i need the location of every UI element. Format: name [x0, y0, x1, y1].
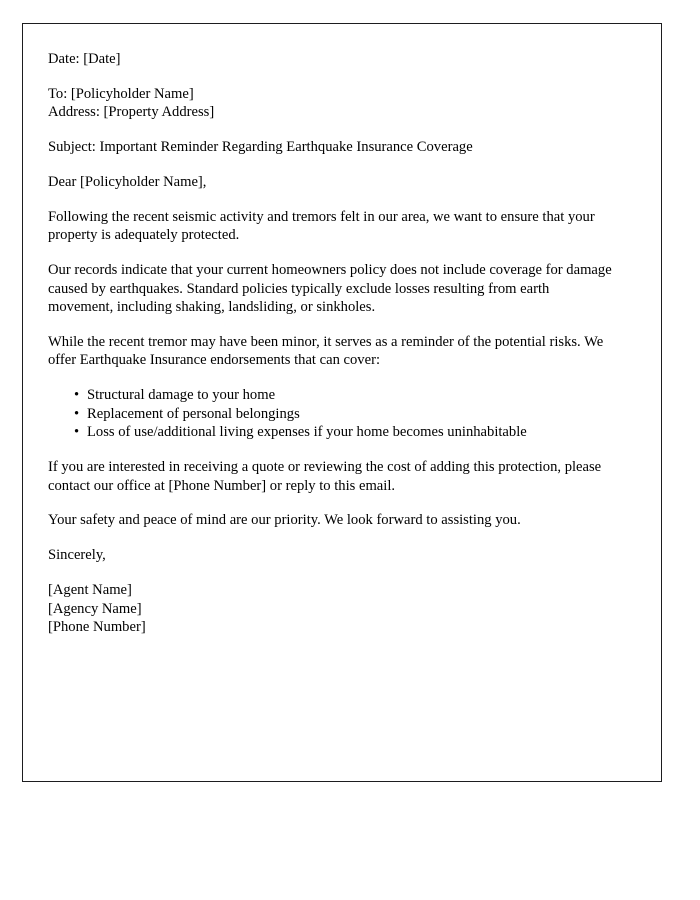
date-block — [48, 50, 637, 68]
body-paragraph-2: Our records indicate that your current homeowners policy does not include coverage for damage caused by earthquakes. Standard policies typically exclude losses resulting from earth movement, including shaking, landsliding, or sinkholes. — [48, 262, 612, 316]
list-item: • Replacement of personal belongings — [87, 405, 637, 423]
date-line: Date: [Date] — [48, 51, 121, 67]
signature-agent-name: [Agent Name] — [48, 582, 132, 599]
letter-page — [22, 23, 662, 782]
body-paragraph-1: Following the recent seismic activity and tremors felt in our area, we want to ensure that your property is adequately protected. — [48, 209, 595, 244]
sign-off-line: Sincerely, — [48, 547, 106, 564]
recipient-to-line: To: [Policyholder Name] — [48, 85, 194, 102]
subject-line: Subject: Important Reminder Regarding Earthquake Insurance Coverage — [48, 139, 473, 156]
salutation-block — [48, 173, 637, 191]
closing-paragraph-2: Your safety and peace of mind are our priority. We look forward to assisting you. — [48, 512, 521, 529]
signature-agency-name: [Agency Name] — [48, 600, 142, 617]
closing-paragraph-1: If you are interested in receiving a quote or reviewing the cost of adding this protection, please contact our office at [Phone Number] or reply to this email. — [48, 459, 602, 494]
recipient-address-line: Address: [Property Address] — [48, 104, 215, 121]
coverage-list — [48, 386, 637, 441]
letter-body — [23, 24, 661, 636]
signature-block — [48, 581, 637, 636]
salutation-line: Dear [Policyholder Name], — [48, 174, 207, 191]
signature-phone-number: [Phone Number] — [48, 619, 146, 636]
list-item: • Structural damage to your home — [87, 386, 637, 404]
sign-off-block — [48, 546, 637, 564]
subject-block — [48, 138, 637, 156]
recipient-block — [48, 85, 637, 122]
list-item: • Loss of use/additional living expenses if your home becomes uninhabitable — [87, 423, 637, 441]
body-paragraph-3: While the recent tremor may have been minor, it serves as a reminder of the potential risks. We offer Earthquake Insurance endorsements that can cover: — [48, 334, 604, 369]
